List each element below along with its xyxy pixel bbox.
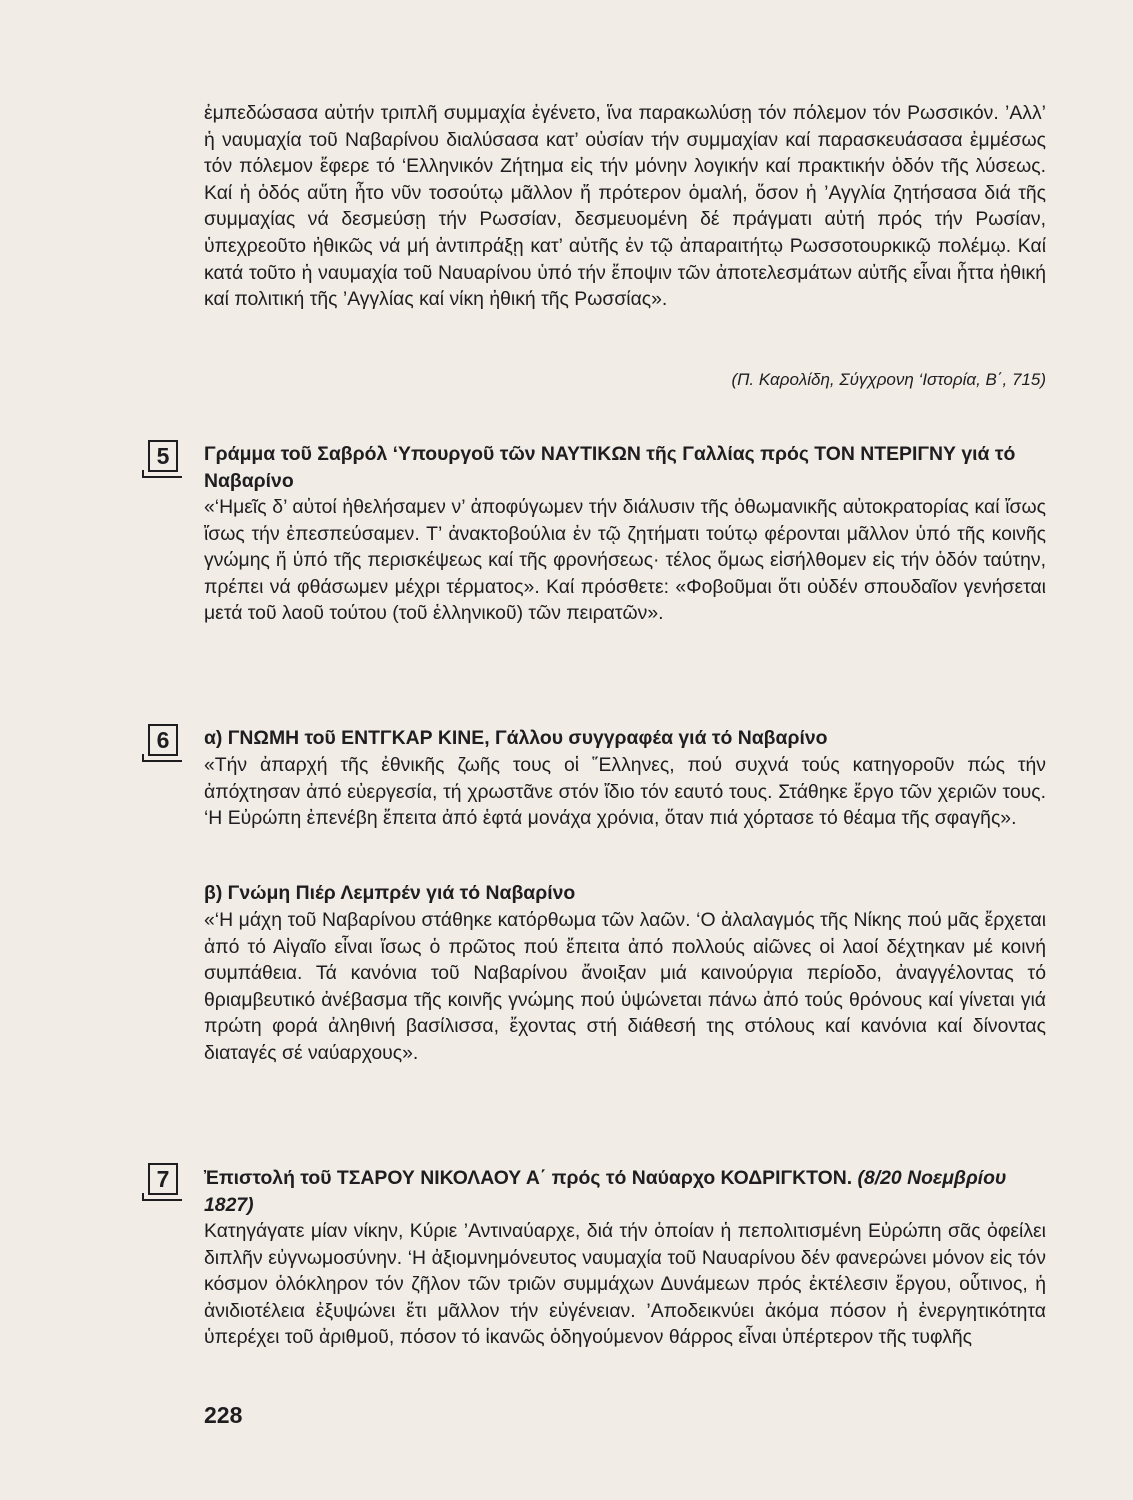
section-7-text: Κατηγάγατε μίαν νίκην, Κύριε ’Αντιναύαρχε, διά τήν ὁποίαν ἡ πεπολιτισμένη Εὐρώπη σᾶς ὀφείλει διπλῆν εὐγνωμοσύνην. ‘Η ἀξιομνημόνευτος ναυμαχία τοῦ Ναυαρίνου δέν φανερώνει μόνον εἰς τόν κόσμον ὁλόκληρον τόν ζῆλον τῶν τριῶν συμμάχων Δυνάμεων πρός ἐκτέλεσιν ἔργου, οὗτινος, ἡ ἀνιδιοτέλεια ἐξυψώνει ἔτι μᾶλλον τήν εὐγένειαν. ’Αποδεικνύει ἀκόμα πόσον ἡ ἐνεργητικότητα ὑπερέχει τοῦ ἀριθμοῦ, πόσον τό ἱκανῶς ὁδηγούμενον θάρρος εἶναι ὑπέρτερον τῆς τυφλῆς <box>204 1220 1046 1349</box>
section-5-heading: Γράμμα τοῦ Σαβρόλ ‘Υπουργοῦ τῶν ΝΑΥΤΙΚΩΝ τῆς Γαλλίας πρός ΤΟΝ ΝΤΕΡΙΓΝΥ γιά τό Ναβαρίνο <box>204 443 1016 492</box>
section-number-5: 5 <box>148 440 178 472</box>
section-7-heading <box>204 1165 1046 1218</box>
section-6-heading-b: β) Γνώμη Πιέρ Λεμπρέν γιά τό Ναβαρίνο <box>204 882 576 904</box>
section-number-6: 6 <box>148 724 178 756</box>
section-6-heading-a: α) ΓΝΩΜΗ τοῦ ΕΝΤΓΚΑΡ ΚΙΝΕ, Γάλλου συγγραφέα γιά τό Ναβαρίνο <box>204 727 828 749</box>
section-7-heading-date: (8/20 Νοεμβρίου 1827) <box>204 1167 1007 1216</box>
section-7-heading-title: Ἐπιστολή τοῦ ΤΣΑΡΟΥ ΝΙΚΟΛΑΟΥ Α΄ πρός τό Ναύαρχο ΚΟΔΡΙΓΚΤΟΝ. <box>204 1167 853 1189</box>
section-6-text-b: «‘Η μάχη τοῦ Ναβαρίνου στάθηκε κατόρθωμα τῶν λαῶν. ‘Ο ἀλαλαγμός τῆς Νίκης πού μᾶς ἔρχεται ἀπό τό Αἰγαῖο εἶναι ἴσως ὁ πρῶτος πού ἔπειτα ἀπό πολλούς αἰῶνες οἱ λαοί δέχτηκαν μέ κοινή συμπάθεια. Τά κανόνια τοῦ Ναβαρίνου ἄνοιξαν μιά καινούργια περίοδο, ἀναγγέλοντας τό θριαμβευτικό ἀνέβασμα τῆς κοινῆς γνώμης πού ὑψώνεται πάνω ἀπό τούς θρόνους καί γίνεται γιά πρώτη φορά ἀληθινή βασίλισσα, ἔχοντας στή διάθεσή της στόλους καί κανόνια καί δίνοντας διαταγές σέ ναύαρχους». <box>204 909 1046 1064</box>
page-number: 228 <box>204 1402 243 1428</box>
section-number-7: 7 <box>148 1163 178 1195</box>
section-6-text-a: «Τήν ἀπαρχή τῆς ἐθνικῆς ζωῆς τους οἱ ῞Ελληνες, πού συχνά τούς κατηγοροῦν πώς τήν ἀπόχτησαν ἀπό εὐεργεσία, τή χρωστᾶνε στόν ἴδιο τόν εαυτό τους. Στάθηκε ἔργο τῶν χεριῶν τους. ‘Η Εὐρώπη ἐπενέβη ἔπειτα ἀπό ἑφτά μονάχα χρόνια, ὅταν πιά χόρτασε τό θέαμα τῆς σφαγῆς». <box>204 754 1046 830</box>
section-5-text: «‘Ημεῖς δ’ αὐτοί ἠθελήσαμεν ν’ ἀποφύγωμεν τήν διάλυσιν τῆς ὀθωμανικῆς αὐτοκρατορίας καί ἴσως ἴσως τήν ἐπεσπεύσαμεν. Τ’ ἀνακτοβούλια ἐν τῷ ζητήματι τούτῳ φέρονται μᾶλλον ὑπό τῆς κοινῆς γνώμης ἤ ὑπό τῆς περισκέψεως καί τῆς φρονήσεως· τέλος ὅμως εἰσήλθομεν εἰς τήν ὁδόν ταύτην, πρέπει νά φθάσωμεν μέχρι τέρματος». Καί πρόσθετε: «Φοβοῦμαι ὅτι οὐδέν σπουδαῖον γενήσεται μετά τοῦ λαοῦ τούτου (τοῦ ἑλληνικοῦ) τῶν πειρατῶν». <box>204 496 1046 625</box>
source-citation: (Π. Καρολίδη, Σύγχρονη ‘Ιστορία, Β΄, 715) <box>731 370 1046 389</box>
top-paragraph: ἐμπεδώσασα αὐτήν τριπλῆ συμμαχία ἐγένετο, ἵνα παρακωλύσῃ τόν πόλεμον τόν Ρωσσικόν. ’Αλλ’ ἡ ναυμαχία τοῦ Ναβαρίνου διαλύσασα κατ’ οὐσίαν τήν συμμαχίαν καί παρασκευάσασα ἐμμέσως τόν πόλεμον ἔφερε τό ‘Ελληνικόν Ζήτημα εἰς τήν μόνην λογικήν καί πρακτικήν ὁδόν τῆς λύσεως. Καί ἡ ὁδός αὕτη ἦτο νῦν τοσούτῳ μᾶλλον ἤ πρότερον ὁμαλή, ὅσον ἡ ’Αγγλία ζητήσασα διά τῆς συμμαχίας νά δεσμεύσῃ τήν Ρωσσίαν, δεσμευομένη δέ πράγματι αὐτή πρός τήν Ρωσίαν, ὑπεχρεοῦτο ἠθικῶς νά μή ἀντιπράξῃ κατ’ αὐτῆς ἐν τῷ ἀπαραιτήτῳ Ρωσσοτουρκικῷ πολέμῳ. Καί κατά τοῦτο ἡ ναυμαχία τοῦ Ναυαρίνου ὑπό τήν ἔποψιν τῶν ἀποτελεσμάτων αὐτῆς εἶναι ἧττα ἠθική καί πολιτική τῆς ’Αγγλίας καί νίκη ἠθική τῆς Ρωσσίας». <box>204 102 1046 311</box>
